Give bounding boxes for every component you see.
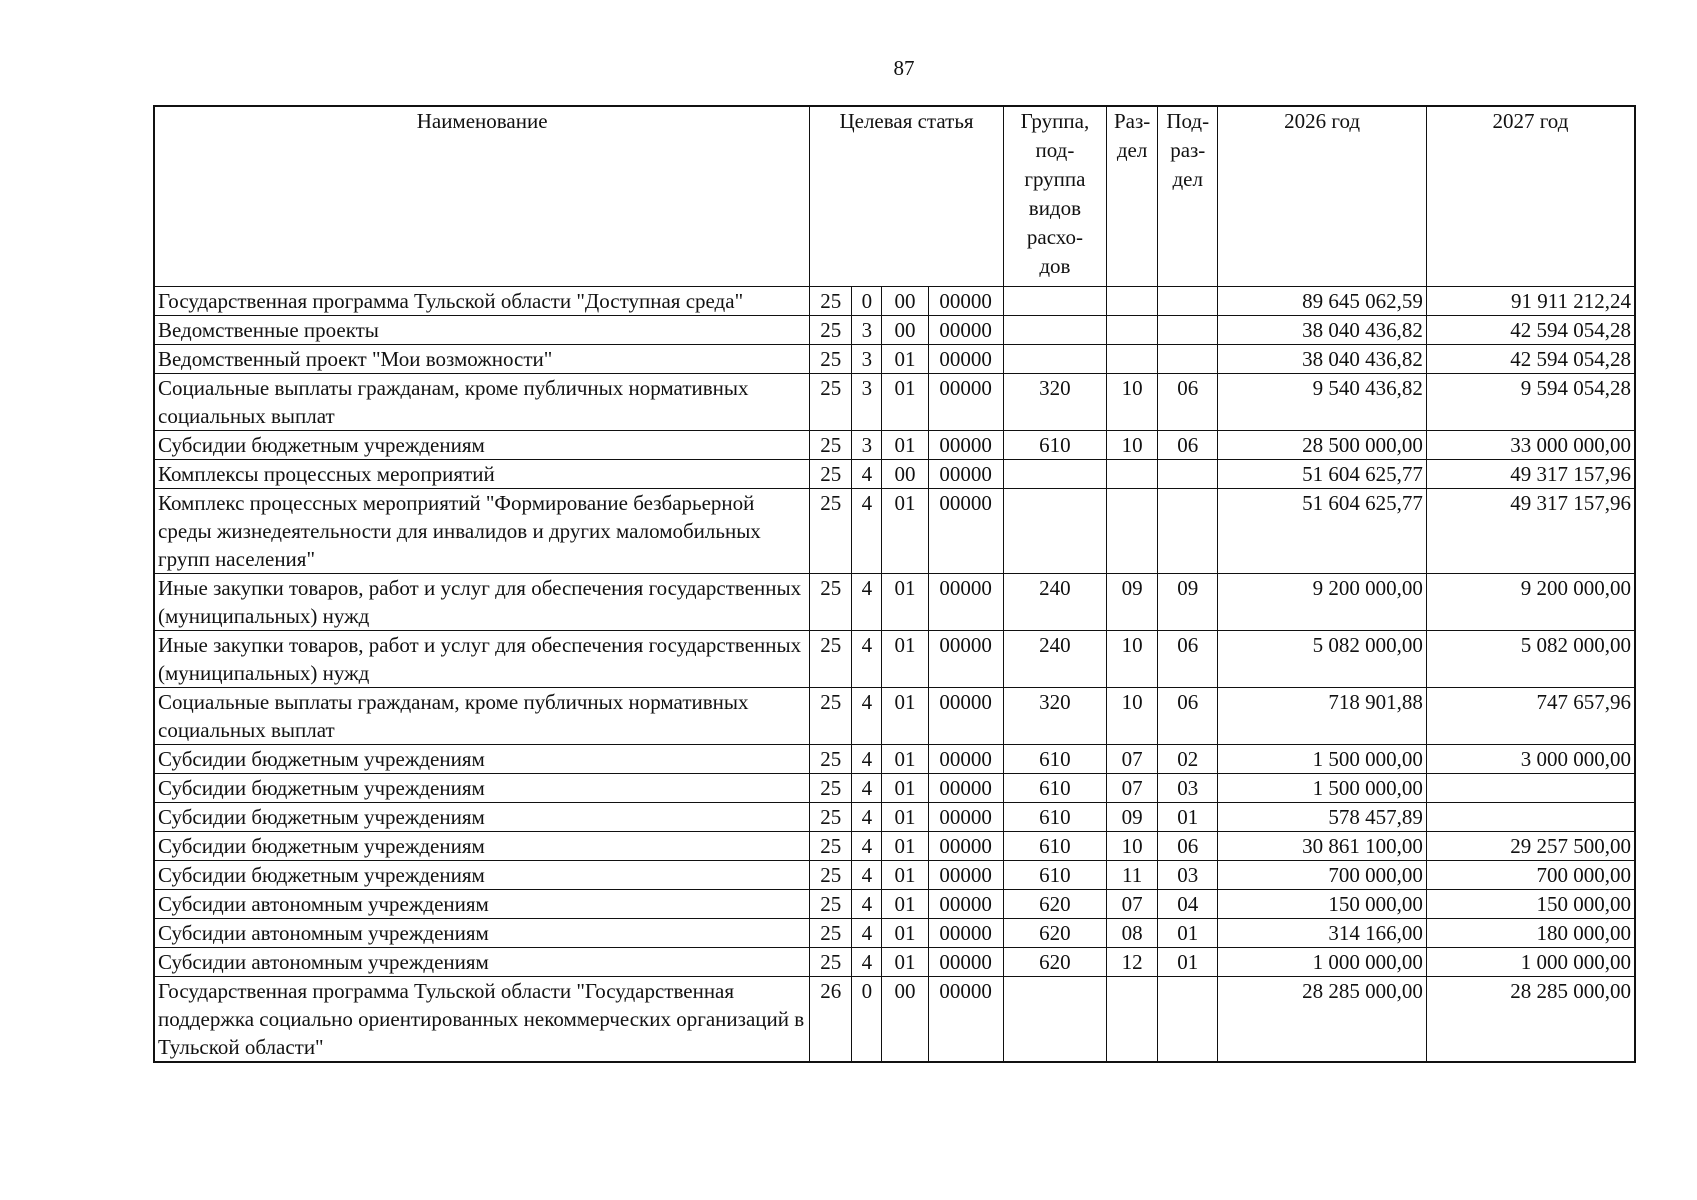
table-row <box>154 831 1635 860</box>
cell-amount-2026: 150 000,00 <box>1218 889 1427 918</box>
cell-target-direction: 00000 <box>928 630 1003 687</box>
cell-target-subprogram: 01 <box>882 344 928 373</box>
table-row <box>154 630 1635 687</box>
cell-target-direction: 00000 <box>928 976 1003 1062</box>
cell-target-subprogram: 01 <box>882 373 928 430</box>
cell-amount-2026: 9 200 000,00 <box>1218 573 1427 630</box>
cell-target-direction: 00000 <box>928 430 1003 459</box>
cell-name: Субсидии бюджетным учреждениям <box>154 773 810 802</box>
cell-target-direction: 00000 <box>928 344 1003 373</box>
cell-amount-2026: 578 457,89 <box>1218 802 1427 831</box>
cell-section <box>1107 976 1158 1062</box>
cell-subsection: 06 <box>1158 687 1218 744</box>
cell-expense-group: 610 <box>1003 773 1106 802</box>
cell-target-subprogram: 01 <box>882 889 928 918</box>
cell-target-program: 25 <box>810 315 852 344</box>
header-target-article: Целевая статья <box>810 106 1004 286</box>
cell-name: Субсидии автономным учреждениям <box>154 947 810 976</box>
cell-name: Субсидии бюджетным учреждениям <box>154 430 810 459</box>
cell-amount-2027: 49 317 157,96 <box>1426 488 1635 573</box>
cell-target-direction: 00000 <box>928 947 1003 976</box>
cell-section <box>1107 286 1158 315</box>
table-row <box>154 918 1635 947</box>
header-section <box>1107 106 1158 286</box>
cell-target-subprogram: 01 <box>882 430 928 459</box>
cell-section: 10 <box>1107 373 1158 430</box>
cell-amount-2027: 33 000 000,00 <box>1426 430 1635 459</box>
cell-subsection <box>1158 459 1218 488</box>
table-row <box>154 488 1635 573</box>
cell-subsection <box>1158 344 1218 373</box>
cell-amount-2026: 1 000 000,00 <box>1218 947 1427 976</box>
cell-amount-2027: 42 594 054,28 <box>1426 315 1635 344</box>
table-row <box>154 373 1635 430</box>
cell-amount-2027: 3 000 000,00 <box>1426 744 1635 773</box>
cell-target-type: 3 <box>852 315 882 344</box>
cell-target-program: 25 <box>810 918 852 947</box>
cell-target-type: 4 <box>852 831 882 860</box>
cell-target-subprogram: 01 <box>882 687 928 744</box>
cell-section: 09 <box>1107 573 1158 630</box>
cell-section: 07 <box>1107 889 1158 918</box>
header-subsection <box>1158 106 1218 286</box>
cell-target-type: 4 <box>852 918 882 947</box>
cell-expense-group: 320 <box>1003 373 1106 430</box>
table-row <box>154 573 1635 630</box>
cell-subsection <box>1158 488 1218 573</box>
cell-target-subprogram: 00 <box>882 459 928 488</box>
cell-section: 07 <box>1107 773 1158 802</box>
cell-name: Комплексы процессных мероприятий <box>154 459 810 488</box>
cell-name: Иные закупки товаров, работ и услуг для обеспечения государственных (муниципальных) нужд <box>154 630 810 687</box>
cell-target-type: 4 <box>852 459 882 488</box>
cell-expense-group: 320 <box>1003 687 1106 744</box>
cell-expense-group: 620 <box>1003 889 1106 918</box>
table-row <box>154 744 1635 773</box>
cell-amount-2026: 28 285 000,00 <box>1218 976 1427 1062</box>
cell-subsection: 01 <box>1158 802 1218 831</box>
cell-amount-2027: 42 594 054,28 <box>1426 344 1635 373</box>
cell-target-type: 4 <box>852 488 882 573</box>
cell-amount-2026: 1 500 000,00 <box>1218 744 1427 773</box>
cell-target-direction: 00000 <box>928 687 1003 744</box>
cell-target-program: 25 <box>810 802 852 831</box>
cell-name: Субсидии бюджетным учреждениям <box>154 831 810 860</box>
cell-amount-2026: 38 040 436,82 <box>1218 315 1427 344</box>
cell-target-type: 3 <box>852 344 882 373</box>
cell-target-direction: 00000 <box>928 573 1003 630</box>
cell-target-direction: 00000 <box>928 918 1003 947</box>
header-expense-group <box>1003 106 1106 286</box>
cell-section: 10 <box>1107 687 1158 744</box>
cell-amount-2026: 5 082 000,00 <box>1218 630 1427 687</box>
cell-subsection: 01 <box>1158 918 1218 947</box>
header-section-line: Раз- <box>1113 109 1151 133</box>
table-row <box>154 773 1635 802</box>
cell-subsection: 03 <box>1158 773 1218 802</box>
cell-section: 12 <box>1107 947 1158 976</box>
header-expense-group-line: дов <box>1039 254 1071 278</box>
table-row <box>154 687 1635 744</box>
cell-expense-group <box>1003 315 1106 344</box>
table-row <box>154 286 1635 315</box>
cell-section: 07 <box>1107 744 1158 773</box>
cell-section <box>1107 315 1158 344</box>
header-expense-group-line: видов <box>1028 196 1082 220</box>
header-subsection-line: раз- <box>1170 138 1206 162</box>
table-row <box>154 947 1635 976</box>
cell-name: Государственная программа Тульской области "Государственная поддержка социально ориентированных некоммерческих организаций в Тульской области" <box>154 976 810 1062</box>
cell-target-type: 4 <box>852 744 882 773</box>
cell-expense-group: 620 <box>1003 947 1106 976</box>
cell-amount-2026: 30 861 100,00 <box>1218 831 1427 860</box>
cell-subsection <box>1158 286 1218 315</box>
cell-target-program: 25 <box>810 773 852 802</box>
cell-section: 10 <box>1107 831 1158 860</box>
table-row <box>154 802 1635 831</box>
cell-expense-group: 610 <box>1003 831 1106 860</box>
cell-target-direction: 00000 <box>928 286 1003 315</box>
cell-expense-group <box>1003 286 1106 315</box>
table-row <box>154 459 1635 488</box>
cell-expense-group <box>1003 488 1106 573</box>
cell-name: Ведомственные проекты <box>154 315 810 344</box>
cell-name: Социальные выплаты гражданам, кроме публичных нормативных социальных выплат <box>154 373 810 430</box>
cell-section: 10 <box>1107 630 1158 687</box>
cell-target-type: 4 <box>852 802 882 831</box>
cell-target-program: 25 <box>810 687 852 744</box>
cell-subsection: 02 <box>1158 744 1218 773</box>
cell-target-type: 4 <box>852 773 882 802</box>
cell-target-type: 0 <box>852 976 882 1062</box>
cell-expense-group: 240 <box>1003 573 1106 630</box>
cell-amount-2027 <box>1426 773 1635 802</box>
cell-target-type: 4 <box>852 889 882 918</box>
cell-subsection: 06 <box>1158 373 1218 430</box>
cell-target-program: 26 <box>810 976 852 1062</box>
cell-target-program: 25 <box>810 889 852 918</box>
cell-subsection <box>1158 976 1218 1062</box>
cell-target-direction: 00000 <box>928 744 1003 773</box>
header-subsection-line: Под- <box>1166 109 1210 133</box>
cell-name: Ведомственный проект "Мои возможности" <box>154 344 810 373</box>
cell-target-program: 25 <box>810 286 852 315</box>
cell-target-direction: 00000 <box>928 459 1003 488</box>
cell-target-direction: 00000 <box>928 315 1003 344</box>
cell-name: Иные закупки товаров, работ и услуг для обеспечения государственных (муниципальных) нужд <box>154 573 810 630</box>
cell-expense-group: 610 <box>1003 860 1106 889</box>
cell-amount-2027: 747 657,96 <box>1426 687 1635 744</box>
header-expense-group-line: Группа, <box>1020 109 1090 133</box>
cell-target-type: 3 <box>852 430 882 459</box>
cell-subsection: 09 <box>1158 573 1218 630</box>
cell-target-program: 25 <box>810 459 852 488</box>
cell-target-type: 3 <box>852 373 882 430</box>
cell-target-subprogram: 01 <box>882 573 928 630</box>
cell-name: Субсидии бюджетным учреждениям <box>154 744 810 773</box>
cell-target-subprogram: 00 <box>882 976 928 1062</box>
cell-section <box>1107 488 1158 573</box>
cell-target-program: 25 <box>810 344 852 373</box>
cell-amount-2027: 28 285 000,00 <box>1426 976 1635 1062</box>
cell-section: 08 <box>1107 918 1158 947</box>
cell-subsection: 03 <box>1158 860 1218 889</box>
cell-target-type: 4 <box>852 947 882 976</box>
cell-target-direction: 00000 <box>928 889 1003 918</box>
cell-section: 09 <box>1107 802 1158 831</box>
cell-expense-group: 240 <box>1003 630 1106 687</box>
cell-expense-group: 620 <box>1003 918 1106 947</box>
cell-amount-2027: 1 000 000,00 <box>1426 947 1635 976</box>
cell-subsection: 01 <box>1158 947 1218 976</box>
cell-name: Субсидии бюджетным учреждениям <box>154 860 810 889</box>
cell-target-type: 4 <box>852 687 882 744</box>
cell-subsection: 06 <box>1158 831 1218 860</box>
header-expense-group-line: под- <box>1035 138 1075 162</box>
cell-amount-2027: 9 200 000,00 <box>1426 573 1635 630</box>
table-row <box>154 889 1635 918</box>
cell-section: 11 <box>1107 860 1158 889</box>
page-number: 87 <box>893 56 915 80</box>
cell-expense-group: 610 <box>1003 430 1106 459</box>
cell-amount-2026: 9 540 436,82 <box>1218 373 1427 430</box>
cell-target-subprogram: 00 <box>882 315 928 344</box>
cell-expense-group <box>1003 459 1106 488</box>
cell-target-subprogram: 00 <box>882 286 928 315</box>
cell-target-direction: 00000 <box>928 488 1003 573</box>
cell-target-subprogram: 01 <box>882 802 928 831</box>
cell-name: Субсидии бюджетным учреждениям <box>154 802 810 831</box>
cell-section: 10 <box>1107 430 1158 459</box>
cell-amount-2026: 28 500 000,00 <box>1218 430 1427 459</box>
cell-section <box>1107 344 1158 373</box>
cell-expense-group <box>1003 976 1106 1062</box>
cell-expense-group: 610 <box>1003 802 1106 831</box>
cell-target-subprogram: 01 <box>882 947 928 976</box>
cell-target-program: 25 <box>810 744 852 773</box>
cell-amount-2027: 29 257 500,00 <box>1426 831 1635 860</box>
header-expense-group-line: группа <box>1024 167 1086 191</box>
cell-name: Субсидии автономным учреждениям <box>154 889 810 918</box>
cell-target-subprogram: 01 <box>882 630 928 687</box>
header-year-2027: 2027 год <box>1426 106 1635 286</box>
header-name: Наименование <box>154 106 810 286</box>
cell-amount-2026: 1 500 000,00 <box>1218 773 1427 802</box>
table-row <box>154 430 1635 459</box>
header-expense-group-line: расхо- <box>1026 225 1083 249</box>
cell-amount-2027: 180 000,00 <box>1426 918 1635 947</box>
cell-target-subprogram: 01 <box>882 744 928 773</box>
cell-name: Комплекс процессных мероприятий "Формирование безбарьерной среды жизнедеятельности для инвалидов и других маломобильных групп населения" <box>154 488 810 573</box>
cell-target-subprogram: 01 <box>882 831 928 860</box>
cell-target-type: 4 <box>852 860 882 889</box>
table-body <box>154 286 1635 1062</box>
cell-target-subprogram: 01 <box>882 488 928 573</box>
cell-amount-2026: 51 604 625,77 <box>1218 459 1427 488</box>
cell-target-program: 25 <box>810 860 852 889</box>
cell-amount-2027: 91 911 212,24 <box>1426 286 1635 315</box>
cell-amount-2026: 700 000,00 <box>1218 860 1427 889</box>
cell-target-program: 25 <box>810 488 852 573</box>
table-row <box>154 344 1635 373</box>
cell-expense-group: 610 <box>1003 744 1106 773</box>
cell-name: Социальные выплаты гражданам, кроме публичных нормативных социальных выплат <box>154 687 810 744</box>
cell-target-type: 4 <box>852 630 882 687</box>
header-year-2026: 2026 год <box>1218 106 1427 286</box>
cell-target-program: 25 <box>810 373 852 430</box>
table-row <box>154 315 1635 344</box>
cell-target-type: 4 <box>852 573 882 630</box>
cell-target-subprogram: 01 <box>882 918 928 947</box>
cell-amount-2026: 38 040 436,82 <box>1218 344 1427 373</box>
cell-target-type: 0 <box>852 286 882 315</box>
cell-amount-2027: 700 000,00 <box>1426 860 1635 889</box>
cell-amount-2027: 5 082 000,00 <box>1426 630 1635 687</box>
cell-target-program: 25 <box>810 831 852 860</box>
table-header-row <box>154 106 1635 286</box>
cell-target-direction: 00000 <box>928 831 1003 860</box>
cell-subsection: 04 <box>1158 889 1218 918</box>
cell-subsection: 06 <box>1158 630 1218 687</box>
cell-expense-group <box>1003 344 1106 373</box>
header-subsection-line: дел <box>1172 167 1203 191</box>
cell-amount-2027: 9 594 054,28 <box>1426 373 1635 430</box>
cell-name: Государственная программа Тульской области "Доступная среда" <box>154 286 810 315</box>
cell-target-direction: 00000 <box>928 373 1003 430</box>
cell-section <box>1107 459 1158 488</box>
cell-target-program: 25 <box>810 430 852 459</box>
table-row <box>154 860 1635 889</box>
cell-amount-2027: 49 317 157,96 <box>1426 459 1635 488</box>
cell-amount-2026: 51 604 625,77 <box>1218 488 1427 573</box>
cell-name: Субсидии автономным учреждениям <box>154 918 810 947</box>
cell-target-direction: 00000 <box>928 860 1003 889</box>
cell-target-subprogram: 01 <box>882 860 928 889</box>
cell-amount-2026: 314 166,00 <box>1218 918 1427 947</box>
cell-subsection <box>1158 315 1218 344</box>
header-section-line: дел <box>1116 138 1148 162</box>
cell-subsection: 06 <box>1158 430 1218 459</box>
cell-amount-2027 <box>1426 802 1635 831</box>
cell-target-program: 25 <box>810 573 852 630</box>
cell-amount-2026: 718 901,88 <box>1218 687 1427 744</box>
cell-target-direction: 00000 <box>928 802 1003 831</box>
cell-amount-2027: 150 000,00 <box>1426 889 1635 918</box>
cell-target-program: 25 <box>810 947 852 976</box>
table-row <box>154 976 1635 1062</box>
cell-target-subprogram: 01 <box>882 773 928 802</box>
cell-target-direction: 00000 <box>928 773 1003 802</box>
budget-table <box>153 105 1636 1063</box>
cell-target-program: 25 <box>810 630 852 687</box>
cell-amount-2026: 89 645 062,59 <box>1218 286 1427 315</box>
